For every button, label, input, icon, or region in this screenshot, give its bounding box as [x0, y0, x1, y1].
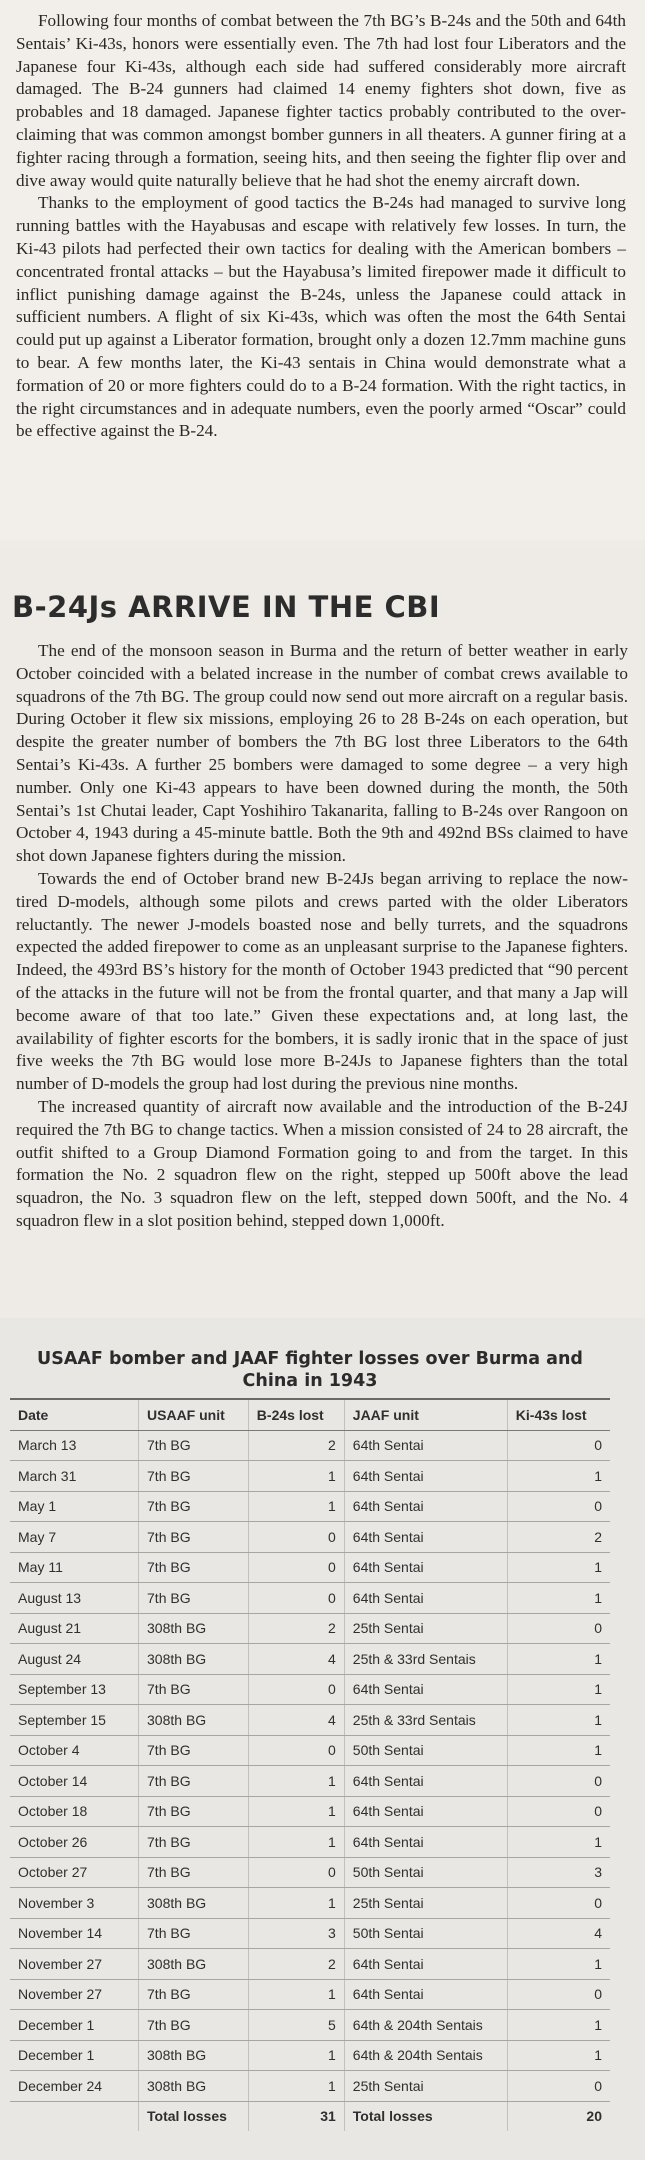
cell-jaaf-unit: 50th Sentai	[344, 1735, 507, 1766]
table-row	[10, 1552, 610, 1583]
b24j-section	[0, 548, 645, 1318]
cell-b24s-lost: 0	[248, 1857, 344, 1888]
cell-jaaf-unit: 50th Sentai	[344, 1857, 507, 1888]
cell-date: May 1	[10, 1491, 139, 1522]
cell-date: October 18	[10, 1796, 139, 1827]
cell-date: November 3	[10, 1888, 139, 1919]
cell-usaaf-unit: 7th BG	[139, 1766, 249, 1797]
cell-jaaf-unit: 64th Sentai	[344, 1583, 507, 1614]
table-row	[10, 1583, 610, 1614]
intro-section	[0, 0, 645, 540]
section-paragraph-2: Towards the end of October brand new B-24Js began arriving to replace the now-tired D-models, although some pilots and crews parted with the older Liberators reluctantly. The newer J-models boasted nose and belly turrets, and the squadrons expected the added firepower to come as an unpleasant surprise to the Japanese fighters. Indeed, the 493rd BS’s history for the month of October 1943 predicted that “90 percent of the attacks in the future will not be from the frontal quarter, and that many a Jap will become aware of that too late.” Given these expectations and, at long last, the availability of fighter escorts for the bombers, it is sadly ironic that in the space of just five weeks the 7th BG would lose more B-24Js to Japanese fighters than the total number of D-models the group had lost during the previous nine months.	[16, 868, 628, 1094]
cell-jaaf-unit: 25th & 33rd Sentais	[344, 1644, 507, 1675]
cell-jaaf-unit: 64th & 204th Sentais	[344, 2040, 507, 2071]
cell-ki43s-lost: 0	[507, 1766, 610, 1797]
cell-ki43s-lost: 0	[507, 1613, 610, 1644]
cell-ki43s-lost: 4	[507, 1918, 610, 1949]
section-paragraph-1: The end of the monsoon season in Burma and the return of better weather in early October coincided with a belated increase in the number of combat crews available to squadrons of the 7th BG. The group could now send out more aircraft on a regular basis. During October it flew six missions, employing 26 to 28 B-24s on each operation, but despite the greater number of bombers the 7th BG lost three Liberators to the 64th Sentai’s Ki-43s. A further 25 bombers were damaged to some degree – a very high number. Only one Ki-43 appears to have been downed during the month, the 50th Sentai’s 1st Chutai leader, Capt Yoshihiro Takanarita, falling to B-24s over Rangoon on October 4, 1943 during a 45-minute battle. Both the 9th and 492nd BSs claimed to have shot down Japanese fighters during the mission.	[16, 641, 628, 866]
table-row	[10, 1644, 610, 1675]
cell-usaaf-unit: 7th BG	[139, 2010, 249, 2041]
totals-b24s: 31	[248, 2101, 344, 2131]
table-row	[10, 1888, 610, 1919]
totals-label-left: Total losses	[139, 2101, 249, 2131]
cell-b24s-lost: 0	[248, 1735, 344, 1766]
cell-b24s-lost: 1	[248, 2040, 344, 2071]
cell-ki43s-lost: 0	[507, 2071, 610, 2102]
header-jaaf-unit: JAAF unit	[344, 1400, 507, 1430]
cell-ki43s-lost: 1	[507, 1735, 610, 1766]
totals-label-right: Total losses	[344, 2101, 507, 2131]
cell-jaaf-unit: 64th Sentai	[344, 1827, 507, 1858]
intro-text	[16, 10, 626, 443]
cell-ki43s-lost: 0	[507, 1430, 610, 1461]
section-text	[16, 640, 628, 1233]
cell-date: March 31	[10, 1461, 139, 1492]
cell-b24s-lost: 0	[248, 1552, 344, 1583]
totals-ki43s: 20	[507, 2101, 610, 2131]
cell-jaaf-unit: 64th & 204th Sentais	[344, 2010, 507, 2041]
table-row	[10, 1522, 610, 1553]
cell-b24s-lost: 3	[248, 1918, 344, 1949]
cell-date: August 21	[10, 1613, 139, 1644]
losses-table-section	[0, 1318, 645, 2160]
table-row	[10, 1949, 610, 1980]
intro-paragraph-1: Following four months of combat between the 7th BG’s B-24s and the 50th and 64th Sentais’ Ki-43s, honors were essentially even. The 7th had lost four Liberators and the Japanese four Ki-43s, although each side had suffered considerably more aircraft damaged. The B-24 gunners had claimed 14 enemy fighters shot down, five as probables and 18 damaged. Japanese fighter tactics probably contributed to the over-claiming that was common amongst bomber gunners in all theaters. A gunner firing at a fighter racing through a formation, seeing hits, and then seeing the fighter flip over and dive away would quite naturally believe that he had shot the enemy aircraft down.	[16, 11, 626, 190]
cell-date: October 4	[10, 1735, 139, 1766]
table-row	[10, 1491, 610, 1522]
section-paragraph-3: The increased quantity of aircraft now available and the introduction of the B-24J required the 7th BG to change tactics. When a mission consisted of 24 to 28 aircraft, the outfit shifted to a Group Diamond Formation going to and from the target. In this formation the No. 2 squadron flew on the right, stepped up 500ft above the lead squadron, the No. 3 squadron flew on the left, stepped down 500ft, and the No. 4 squadron flew in a slot position behind, stepped down 1,000ft.	[16, 1096, 628, 1230]
cell-date: November 27	[10, 1949, 139, 1980]
cell-date: October 14	[10, 1766, 139, 1797]
cell-date: November 14	[10, 1918, 139, 1949]
cell-date: December 24	[10, 2071, 139, 2102]
table-row	[10, 1857, 610, 1888]
cell-usaaf-unit: 308th BG	[139, 1705, 249, 1736]
table-row	[10, 1461, 610, 1492]
cell-jaaf-unit: 64th Sentai	[344, 1522, 507, 1553]
cell-ki43s-lost: 1	[507, 1949, 610, 1980]
cell-date: August 13	[10, 1583, 139, 1614]
cell-ki43s-lost: 0	[507, 1979, 610, 2010]
cell-date: December 1	[10, 2040, 139, 2071]
cell-ki43s-lost: 1	[507, 2040, 610, 2071]
cell-b24s-lost: 1	[248, 1461, 344, 1492]
table-body	[10, 1430, 610, 2101]
cell-b24s-lost: 2	[248, 1949, 344, 1980]
cell-usaaf-unit: 7th BG	[139, 1491, 249, 1522]
cell-b24s-lost: 1	[248, 1766, 344, 1797]
cell-date: September 13	[10, 1674, 139, 1705]
cell-b24s-lost: 0	[248, 1583, 344, 1614]
table-row	[10, 1796, 610, 1827]
cell-usaaf-unit: 7th BG	[139, 1827, 249, 1858]
cell-usaaf-unit: 7th BG	[139, 1857, 249, 1888]
totals-row	[10, 2101, 610, 2131]
cell-date: September 15	[10, 1705, 139, 1736]
intro-paragraph-2: Thanks to the employment of good tactics the B-24s had managed to survive long running battles with the Hayabusas and escape with relatively few losses. In turn, the Ki-43 pilots had perfected their own tactics for dealing with the American bombers – concentrated frontal attacks – but the Hayabusa’s limited firepower made it difficult to inflict punishing damage against the B-24s, unless the Japanese could attack in sufficient numbers. A flight of six Ki-43s, which was often the most the 64th Sentai could put up against a Liberator formation, brought only a dozen 12.7mm machine guns to bear. A few months later, the Ki-43 sentais in China would demonstrate what a formation of 20 or more fighters could do to a B-24 formation. With the right tactics, in the right circumstances and in adequate numbers, even the poorly armed “Oscar” could be effective against the B-24.	[16, 193, 626, 441]
cell-b24s-lost: 1	[248, 1491, 344, 1522]
header-date: Date	[10, 1400, 139, 1430]
cell-date: October 27	[10, 1857, 139, 1888]
cell-b24s-lost: 1	[248, 1827, 344, 1858]
table-row	[10, 1827, 610, 1858]
cell-usaaf-unit: 308th BG	[139, 1949, 249, 1980]
cell-usaaf-unit: 308th BG	[139, 1644, 249, 1675]
table-row	[10, 1674, 610, 1705]
cell-jaaf-unit: 64th Sentai	[344, 1461, 507, 1492]
cell-usaaf-unit: 7th BG	[139, 1979, 249, 2010]
cell-ki43s-lost: 1	[507, 1674, 610, 1705]
cell-usaaf-unit: 308th BG	[139, 1613, 249, 1644]
cell-b24s-lost: 4	[248, 1705, 344, 1736]
cell-jaaf-unit: 64th Sentai	[344, 1796, 507, 1827]
header-usaaf-unit: USAAF unit	[139, 1400, 249, 1430]
cell-usaaf-unit: 7th BG	[139, 1430, 249, 1461]
cell-usaaf-unit: 7th BG	[139, 1522, 249, 1553]
table-row	[10, 1430, 610, 1461]
cell-date: October 26	[10, 1827, 139, 1858]
cell-date: May 11	[10, 1552, 139, 1583]
cell-ki43s-lost: 1	[507, 1461, 610, 1492]
cell-jaaf-unit: 64th Sentai	[344, 1552, 507, 1583]
cell-usaaf-unit: 308th BG	[139, 2040, 249, 2071]
table-row	[10, 2071, 610, 2102]
cell-jaaf-unit: 64th Sentai	[344, 1430, 507, 1461]
table-row	[10, 1613, 610, 1644]
cell-jaaf-unit: 50th Sentai	[344, 1918, 507, 1949]
totals-blank	[10, 2101, 139, 2131]
cell-b24s-lost: 0	[248, 1522, 344, 1553]
cell-date: March 13	[10, 1430, 139, 1461]
losses-table	[10, 1400, 610, 2131]
cell-usaaf-unit: 7th BG	[139, 1735, 249, 1766]
cell-ki43s-lost: 2	[507, 1522, 610, 1553]
table-row	[10, 2010, 610, 2041]
cell-b24s-lost: 1	[248, 2071, 344, 2102]
cell-jaaf-unit: 64th Sentai	[344, 1949, 507, 1980]
cell-usaaf-unit: 308th BG	[139, 2071, 249, 2102]
cell-ki43s-lost: 1	[507, 1583, 610, 1614]
cell-date: December 1	[10, 2010, 139, 2041]
table-row	[10, 1979, 610, 2010]
cell-b24s-lost: 1	[248, 1796, 344, 1827]
cell-b24s-lost: 2	[248, 1613, 344, 1644]
cell-usaaf-unit: 7th BG	[139, 1461, 249, 1492]
cell-jaaf-unit: 25th & 33rd Sentais	[344, 1705, 507, 1736]
cell-ki43s-lost: 3	[507, 1857, 610, 1888]
table-row	[10, 1705, 610, 1736]
cell-date: November 27	[10, 1979, 139, 2010]
cell-ki43s-lost: 0	[507, 1796, 610, 1827]
cell-date: May 7	[10, 1522, 139, 1553]
cell-b24s-lost: 1	[248, 1979, 344, 2010]
cell-jaaf-unit: 25th Sentai	[344, 1888, 507, 1919]
cell-ki43s-lost: 1	[507, 1827, 610, 1858]
cell-usaaf-unit: 7th BG	[139, 1918, 249, 1949]
table-row	[10, 1766, 610, 1797]
cell-jaaf-unit: 25th Sentai	[344, 1613, 507, 1644]
losses-table-box	[10, 1344, 610, 2131]
cell-date: August 24	[10, 1644, 139, 1675]
table-row	[10, 2040, 610, 2071]
cell-ki43s-lost: 1	[507, 1705, 610, 1736]
cell-usaaf-unit: 7th BG	[139, 1796, 249, 1827]
header-ki43s-lost: Ki-43s lost	[507, 1400, 610, 1430]
header-b24s-lost: B-24s lost	[248, 1400, 344, 1430]
cell-usaaf-unit: 7th BG	[139, 1583, 249, 1614]
cell-ki43s-lost: 1	[507, 1644, 610, 1675]
cell-ki43s-lost: 1	[507, 1552, 610, 1583]
cell-usaaf-unit: 7th BG	[139, 1552, 249, 1583]
table-row	[10, 1735, 610, 1766]
cell-jaaf-unit: 64th Sentai	[344, 1491, 507, 1522]
cell-usaaf-unit: 7th BG	[139, 1674, 249, 1705]
cell-b24s-lost: 2	[248, 1430, 344, 1461]
section-heading: B-24Js ARRIVE IN THE CBI	[12, 590, 441, 624]
table-row	[10, 1918, 610, 1949]
cell-jaaf-unit: 25th Sentai	[344, 2071, 507, 2102]
cell-b24s-lost: 5	[248, 2010, 344, 2041]
cell-b24s-lost: 0	[248, 1674, 344, 1705]
cell-ki43s-lost: 0	[507, 1888, 610, 1919]
cell-usaaf-unit: 308th BG	[139, 1888, 249, 1919]
cell-b24s-lost: 1	[248, 1888, 344, 1919]
cell-ki43s-lost: 0	[507, 1491, 610, 1522]
cell-jaaf-unit: 64th Sentai	[344, 1979, 507, 2010]
cell-b24s-lost: 4	[248, 1644, 344, 1675]
cell-jaaf-unit: 64th Sentai	[344, 1766, 507, 1797]
table-title: USAAF bomber and JAAF fighter losses over Burma and China in 1943	[10, 1344, 610, 1400]
cell-ki43s-lost: 1	[507, 2010, 610, 2041]
table-header-row	[10, 1400, 610, 1430]
cell-jaaf-unit: 64th Sentai	[344, 1674, 507, 1705]
